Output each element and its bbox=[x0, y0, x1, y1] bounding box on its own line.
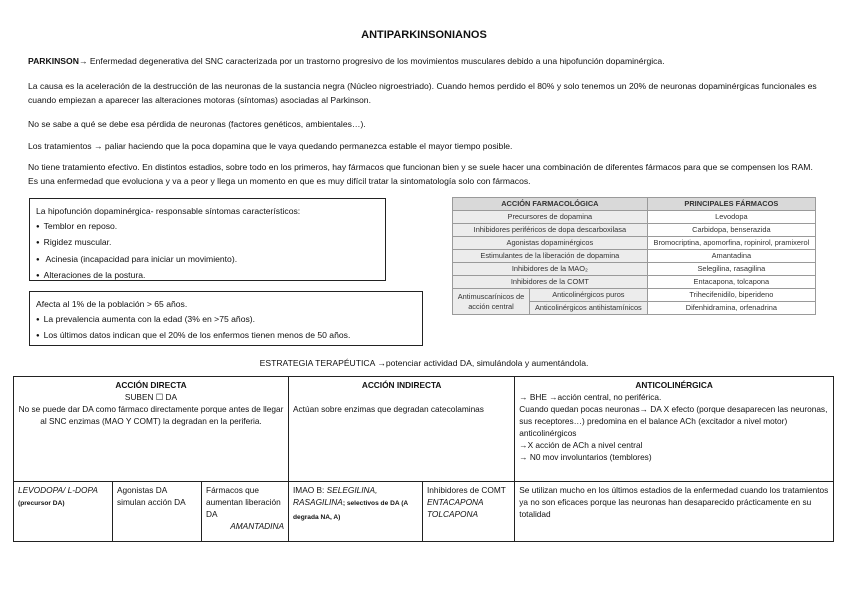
symptom-item: ● Alteraciones de la postura. bbox=[36, 268, 379, 285]
comt-cell bbox=[423, 482, 515, 542]
cause-paragraph: La causa es la aceleración de la destrucción de las neuronas de la sustancia negra (Núcleo nigroestriado). Cuando hemos perdido el 80% y solo tenemos un 20% de neuronas dopaminérgicas funcionales es cuando empiezan a aparecer las alteraciones motoras (síntomas) asociadas al Parkinson. bbox=[28, 81, 817, 105]
pharma-action: Inhibidores periféricos de dopa descarboxilasa bbox=[453, 224, 648, 237]
pharma-row bbox=[453, 250, 816, 263]
pharma-drugs: Selegilina, rasagilina bbox=[647, 263, 815, 276]
indirect-text: Actúan sobre enzimas que degradan catecolaminas bbox=[293, 404, 484, 414]
anticholinergic-usage-cell: Se utilizan mucho en los últimos estadios de la enfermedad cuando los tratamientos ya no son eficaces porque las neuronas han desaparecido prácticamente en su totalidad bbox=[515, 482, 834, 542]
pharma-action: Anticolinérgicos puros bbox=[530, 289, 648, 302]
pharma-drugs: Levodopa bbox=[647, 211, 815, 224]
anticholinergic-title: ANTICOLINÉRGICA bbox=[635, 380, 713, 390]
comt-drug: TOLCAPONA bbox=[427, 509, 479, 519]
pharma-table bbox=[452, 197, 816, 315]
strategy-top-row bbox=[14, 377, 834, 482]
releasers-text: Fármacos que aumentan liberación DA bbox=[206, 485, 281, 519]
treatments-paragraph: Los tratamientos → paliar haciendo que la poca dopamina que le vaya quedando permanezca estable el mayor tiempo posible. bbox=[28, 141, 513, 151]
strategy-table bbox=[13, 376, 834, 542]
strategy-bottom-row bbox=[14, 482, 834, 542]
levodopa-note: (precursor DA) bbox=[18, 500, 65, 507]
no-treatment-paragraph: No tiene tratamiento efectivo. En distintos estadios, sobre todo en los primeros, hay fármacos que funcionan bien y se suele hacer una combinación de diferentes fármacos para que se compensen los RAM. Es una enfermedad que evoluciona y va a peor y llega un momento en que es muy difícil tratar la sintomatología solo con fármacos. bbox=[28, 162, 813, 186]
direct-title: ACCIÓN DIRECTA bbox=[115, 380, 187, 390]
direct-text: No se puede dar DA como fármaco directamente porque antes de llegar al SNC enzimas (MAO Y COMT) la degradan en la periferia. bbox=[18, 404, 284, 426]
anticholinergic-cell bbox=[515, 377, 834, 482]
pharma-row bbox=[453, 237, 816, 250]
indirect-title: ACCIÓN INDIRECTA bbox=[361, 380, 442, 390]
prevalence-list bbox=[36, 312, 416, 345]
comt-label: Inhibidores de COMT bbox=[427, 485, 506, 495]
unknown-paragraph: No se sabe a qué se debe esa pérdida de neuronas (factores genéticos, ambientales…). bbox=[28, 119, 366, 129]
parkinson-definition-text: Enfermedad degenerativa del SNC caracterizada por un trastorno progresivo de los movimientos musculares debido a una hipofunción dopaminérgica. bbox=[87, 56, 665, 66]
strategy-title: ESTRATEGIA TERAPÉUTICA →potenciar actividad DA, simulándola y aumentándola. bbox=[259, 358, 589, 368]
symptom-item: ● Temblor en reposo. bbox=[36, 219, 379, 236]
pharma-row bbox=[453, 224, 816, 237]
antimuscarinic-label: Antimuscarínicos de acción central bbox=[453, 289, 530, 315]
anticholinergic-line: → N0 mov involuntarios (temblores) bbox=[519, 452, 652, 462]
symptoms-box bbox=[29, 198, 386, 281]
pharma-row bbox=[453, 263, 816, 276]
pharma-action: Inhibidores de la MAO₂ bbox=[453, 263, 648, 276]
pharma-drugs: Entacapona, tolcapona bbox=[647, 276, 815, 289]
releasers-cell bbox=[202, 482, 289, 542]
indirect-action-cell bbox=[289, 377, 515, 482]
pharma-row bbox=[453, 211, 816, 224]
page-title: ANTIPARKINSONIANOS bbox=[361, 29, 487, 41]
pharma-drugs: Carbidopa, benserazida bbox=[647, 224, 815, 237]
pharma-drugs: Amantadina bbox=[647, 250, 815, 263]
pharma-row bbox=[453, 276, 816, 289]
prevalence-box bbox=[29, 291, 423, 346]
levodopa-name: LEVODOPA/ L-DOPA bbox=[18, 485, 98, 495]
imao-note: ; selectivos de DA (A degrada NA, A) bbox=[293, 500, 408, 521]
pharma-action: Agonistas dopaminérgicos bbox=[453, 237, 648, 250]
pharma-header-drugs: PRINCIPALES FÁRMACOS bbox=[647, 198, 815, 211]
pharma-action: Precursores de dopamina bbox=[453, 211, 648, 224]
symptom-item: ● Acinesia (incapacidad para iniciar un movimiento). bbox=[36, 252, 379, 269]
symptoms-list bbox=[36, 219, 379, 285]
direct-subtitle: SUBEN ☐ DA bbox=[124, 392, 178, 402]
amantadina-name: AMANTADINA bbox=[230, 521, 284, 531]
symptoms-heading: La hipofunción dopaminérgica- responsable síntomas característicos: bbox=[36, 206, 301, 216]
imao-label: IMAO B: bbox=[293, 485, 327, 495]
pharma-action: Estimulantes de la liberación de dopamina bbox=[453, 250, 648, 263]
pharma-action: Anticolinérgicos antihistamínicos bbox=[530, 302, 648, 315]
levodopa-cell bbox=[14, 482, 113, 542]
prevalence-item: ● La prevalencia aumenta con la edad (3% en >75 años). bbox=[36, 312, 416, 329]
pharma-header-action: ACCIÓN FARMACOLÓGICA bbox=[453, 198, 648, 211]
comt-drug: ENTACAPONA bbox=[427, 497, 484, 507]
anticholinergic-line: →X acción de ACh a nivel central bbox=[519, 440, 643, 450]
prevalence-item: ● Los últimos datos indican que el 20% de los enfermos tienen menos de 50 años. bbox=[36, 328, 416, 345]
pharma-drugs: Difenhidramina, orfenadrina bbox=[647, 302, 815, 315]
pharma-header-row bbox=[453, 198, 816, 211]
anticholinergic-line: → BHE →acción central, no periférica. bbox=[519, 392, 662, 402]
agonists-cell: Agonistas DA simulan acción DA bbox=[113, 482, 202, 542]
pharma-action: Inhibidores de la COMT bbox=[453, 276, 648, 289]
pharma-drugs: Bromocriptina, apomorfina, ropinirol, pramixerol bbox=[647, 237, 815, 250]
symptom-item: ● Rigidez muscular. bbox=[36, 235, 379, 252]
direct-action-cell bbox=[14, 377, 289, 482]
prevalence-heading: Afecta al 1% de la población > 65 años. bbox=[36, 299, 188, 309]
pharma-row bbox=[453, 289, 816, 302]
imao-drugs: SELEGILINA, RASAGILINA bbox=[293, 485, 378, 507]
anticholinergic-line: Cuando quedan pocas neuronas→ DA X efecto (porque desaparecen las neuronas, sus receptores…) predomina en el balance ACh (excitador a nivel motor) anticolinérgicos bbox=[519, 404, 828, 438]
parkinson-term: PARKINSON→ bbox=[28, 56, 88, 66]
parkinson-definition bbox=[28, 54, 818, 68]
pharma-drugs: Trihecifenidilo, biperideno bbox=[647, 289, 815, 302]
imao-cell bbox=[289, 482, 423, 542]
